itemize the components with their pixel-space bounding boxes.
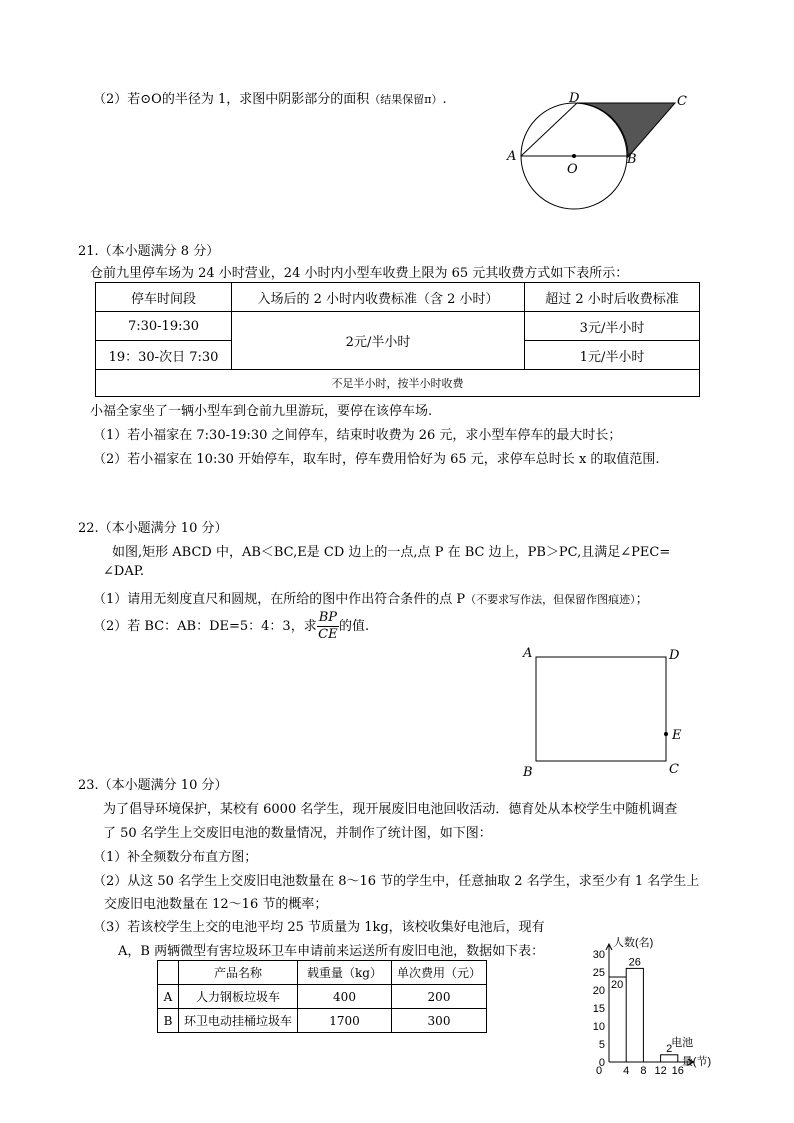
x-tick-label: 12 — [654, 1065, 667, 1075]
q22-part1-note: （不要求写作法，但保留作图痕迹） — [465, 593, 636, 606]
q20-label-O: O — [567, 162, 578, 177]
q21-fee-table — [95, 282, 700, 397]
x-tick-label: 0 — [595, 1065, 603, 1075]
q23-part3b: A，B 两辆微型有害垃圾环卫车申请前来运送所有废旧电池，数据如下表： — [118, 944, 545, 959]
table-row — [158, 1009, 487, 1033]
q22-frac-num: BP — [318, 610, 338, 625]
q23-part2a: （2）从这 50 名学生上交废旧电池数量在 8～16 节的学生中，任意抽取 2 名学生，求至少有 1 名学生上 — [93, 874, 700, 889]
q20-shaded-region — [577, 103, 675, 157]
x-axis-title-line1: 电池 — [671, 1037, 694, 1049]
q22-header: 22.（本小题满分 10 分） — [78, 521, 228, 536]
q23-th-cost: 单次费用（元） — [392, 961, 487, 985]
y-tick-label: 15 — [592, 1003, 605, 1015]
q22-rectangle — [536, 657, 666, 761]
y-tick-label: 10 — [592, 1021, 605, 1033]
y-tick-label: 0 — [598, 1057, 605, 1069]
q21-header: 21.（本小题满分 8 分） — [78, 244, 220, 259]
q22-label-A: A — [523, 646, 533, 661]
q22-frac-den: CE — [318, 627, 338, 642]
q21-day-rate: 3元/半小时 — [525, 312, 700, 341]
q23-part1: （1）补全频数分布直方图； — [93, 850, 258, 865]
y-tick-label: 25 — [592, 967, 605, 979]
histogram-bar — [626, 968, 643, 1062]
q20-chord-AD — [521, 103, 577, 156]
q20-figure — [500, 85, 705, 225]
y-axis-title: 人数(名) — [613, 937, 654, 949]
q21-part1: （1）若小福家在 7:30-19:30 之间停车，结束时收费为 26 元，求小型车停车的最大时长； — [93, 428, 622, 443]
q21-part2: （2）若小福家在 10:30 开始停车，取车时，停车费用恰好为 65 元，求停车总时长 x 的取值范围. — [93, 452, 660, 467]
histogram-bar — [661, 1055, 678, 1062]
q20-label-C: C — [677, 94, 687, 109]
q23-histogram — [585, 935, 730, 1075]
q21-intro: 仓前九里停车场为 24 小时营业，24 小时内小型车收费上限为 65 元其收费方式如下表所示： — [90, 266, 629, 281]
x-axis-title-line2: 量(节) — [681, 1056, 712, 1068]
q22-figure — [515, 643, 695, 783]
q23-row-name: 人力钢板垃圾车 — [179, 985, 298, 1009]
y-tick-label: 5 — [598, 1039, 605, 1051]
q23-part3a: （3）若该校学生上交的电池平均 25 节质量为 1kg，该校收集好电池后，现有 — [93, 920, 545, 935]
q22-label-E: E — [672, 728, 682, 743]
q23-th-load: 载重量（kg） — [298, 961, 392, 985]
q22-point-E-dot — [664, 732, 668, 736]
q23-line1: 为了倡导环境保护，某校有 6000 名学生，现开展废旧电池回收活动．德育处从本校学生中随机调查 — [103, 802, 678, 817]
partial-bar-label: 20 — [611, 979, 624, 991]
q21-th-period: 停车时间段 — [96, 283, 232, 312]
q21-th-first2h: 入场后的 2 小时内收费标准（含 2 小时） — [232, 283, 525, 312]
q23-row-cost: 300 — [392, 1009, 487, 1033]
q20-label-D: D — [569, 91, 580, 106]
q22-label-B: B — [523, 765, 533, 780]
q23-row-id: A — [158, 985, 179, 1009]
q23-row-id: B — [158, 1009, 179, 1033]
q21-th-after2h: 超过 2 小时后收费标准 — [525, 283, 700, 312]
q20-label-B: B — [627, 152, 637, 167]
q20-center-dot — [572, 154, 576, 158]
q20-label-A: A — [507, 149, 517, 164]
q22-label-D: D — [669, 648, 680, 663]
bar-data-label: 2 — [666, 1042, 673, 1055]
q23-row-load: 400 — [298, 985, 392, 1009]
x-tick-label: 8 — [640, 1065, 647, 1075]
x-tick-label: 4 — [623, 1065, 630, 1075]
q22-line1: 如图,矩形 ABCD 中，AB＜BC,E是 CD 边上的一点,点 P 在 BC 边上，PB＞PC,且满足∠PEC= — [112, 545, 671, 560]
q20-part2: （2）若⊙O的半径为 1，求图中阴影部分的面积（结果保留π）. — [93, 92, 447, 107]
q23-line2: 了 50 名学生上交废旧电池的数量情况，并制作了统计图，如下图： — [103, 826, 492, 841]
q20-part2-note: （结果保留π） — [369, 93, 443, 106]
bar-data-label: 26 — [628, 956, 641, 969]
q23-row-name: 环卫电动挂桶垃圾车 — [179, 1009, 298, 1033]
q21-night-period: 19：30-次日 7:30 — [96, 341, 232, 370]
q22-fraction — [317, 610, 339, 643]
table-row — [158, 985, 487, 1009]
q23-row-load: 1700 — [298, 1009, 392, 1033]
q23-truck-table — [157, 960, 487, 1033]
y-tick-label: 30 — [592, 949, 605, 961]
q23-th-name: 产品名称 — [179, 961, 298, 985]
q23-header: 23.（本小题满分 10 分） — [78, 778, 228, 793]
y-tick-label: 20 — [592, 985, 605, 997]
q21-first2h-rate: 2元/半小时 — [232, 312, 525, 370]
q21-day-period: 7:30-19:30 — [96, 312, 232, 341]
q23-th-blank — [158, 961, 179, 985]
q22-label-C: C — [669, 762, 679, 777]
x-tick-label: 16 — [671, 1065, 684, 1075]
q22-part1: （1）请用无刻度直尺和圆规，在所给的图中作出符合条件的点 P（不要求写作法，但保留作图痕迹）； — [93, 592, 649, 607]
q21-line1: 小福全家坐了一辆小型车到仓前九里游玩，要停在该停车场. — [90, 404, 433, 419]
q22-line2: ∠DAP. — [103, 564, 144, 579]
q21-table-note: 不足半小时，按半小时收费 — [96, 370, 700, 397]
q21-night-rate: 1元/半小时 — [525, 341, 700, 370]
q23-row-cost: 200 — [392, 985, 487, 1009]
q22-part2: （2）若 BC：AB：DE=5：4：3，求 $\frac{BP}{CE}$ 的值. — [93, 610, 370, 642]
q23-part2b: 交废旧电池数量在 12～16 节的概率； — [104, 897, 328, 912]
